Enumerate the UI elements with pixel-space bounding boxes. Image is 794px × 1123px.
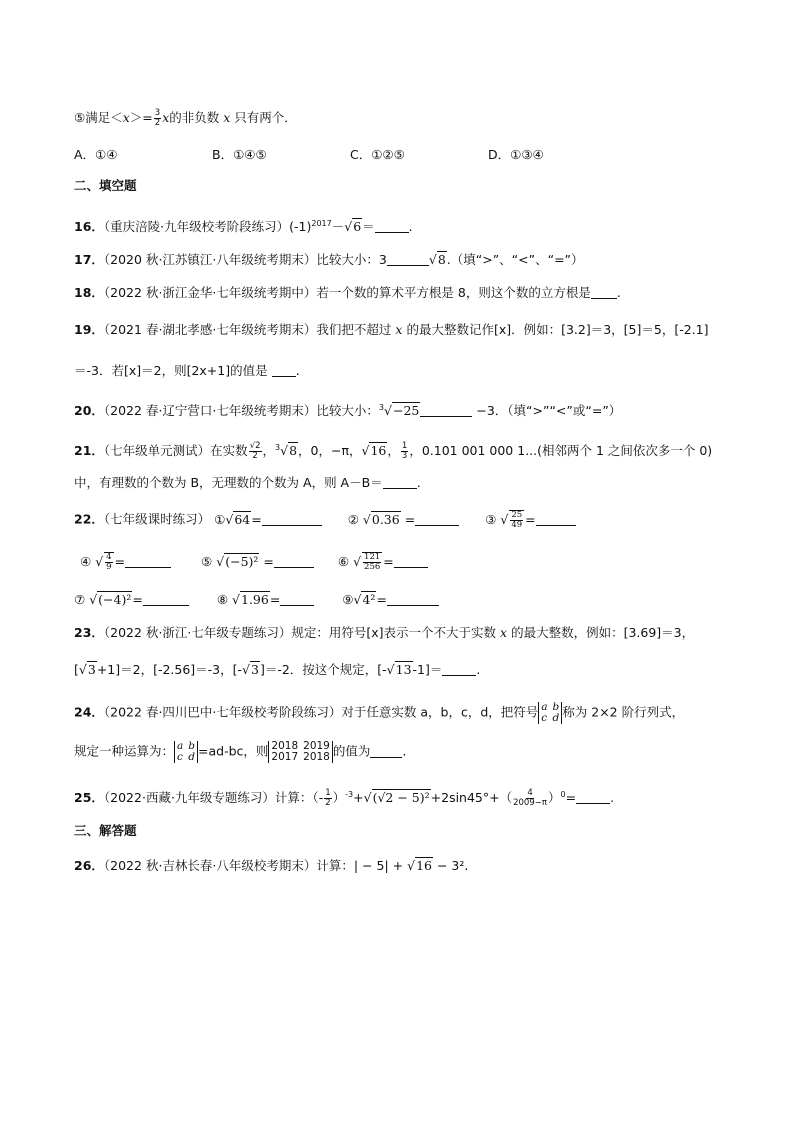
determinant-symbol: a b c d [538, 702, 562, 724]
question-22-row2 [80, 552, 428, 572]
question-23-cont: [√3+1]＝2，[-2.56]＝-3，[-√3]＝-2．按这个规定，[-√13-1]＝ . [74, 662, 481, 677]
question-24: 24．（2022 春·四川巴中·七年级校考阶段练习）对于任意实数 a，b，c，d，把符号 a b c d 称为 2×2 阶行列式， [74, 701, 685, 724]
question-24-cont: 规定一种运算为： a b c d =ad-bc，则 2018 2019 2017 2018 的值为 . [74, 740, 407, 763]
answer-blank[interactable] [383, 476, 417, 489]
question-20: 20．（2022 春·辽宁营口·七年级统考期末）比较大小：$^3$√−25 −3．（填“>”“<”或“=”） [74, 403, 622, 419]
answer-blank[interactable] [370, 745, 402, 758]
answer-blank[interactable] [420, 404, 472, 417]
question-17: 17．（2020 秋·江苏镇江·八年级统考期末）比较大小：3 √8.（填“>”、“<”、“=”） [74, 252, 584, 267]
question-22-row3 [74, 591, 439, 609]
determinant-definition: a b c d [174, 741, 198, 763]
question-16: 16．（重庆涪陵·九年级校考阶段练习）$(-1)^{2017}-√6=$ . [74, 219, 413, 235]
question-19: 19．（2021 春·湖北孝感·七年级统考期末）我们把不超过 x 的最大整数记作[x]．例如：[3.2]＝3，[5]＝5，[-2.1] [74, 322, 709, 337]
q22-item-6: ⑥ √ $\frac{121}{256}$ = [338, 554, 428, 569]
answer-blank[interactable] [387, 593, 439, 606]
q22-item-2: ② √0.36 = [348, 512, 459, 527]
answer-blank[interactable] [262, 513, 322, 526]
q22-item-3: ③ √ $\frac{25}{49}$ = [485, 512, 575, 527]
answer-blank[interactable] [272, 364, 296, 377]
q22-item-7: ⑦ √(−4)²= [74, 592, 189, 607]
question-26: 26．（2022 秋·吉林长春·八年级校考期末）计算：| − 5| + √16 − 3². [74, 858, 469, 873]
question-22: 22．（七年级课时练习） ①√64= ② √0.36 = ③ √ $\frac{25}{49}$ = [74, 510, 576, 530]
determinant-numeric: 2018 2019 2017 2018 [268, 741, 332, 763]
option-b[interactable]: B．①④⑤ [212, 147, 267, 162]
q15-statement-5: ⑤满足＜x＞= $\frac{3}{2}$ x的非负数 x 只有两个． [74, 108, 297, 128]
option-a[interactable]: A．①④ [74, 147, 118, 162]
q22-item-5: ⑤ √(−5)² = [201, 554, 314, 569]
answer-blank[interactable] [576, 791, 610, 804]
answer-blank[interactable] [415, 513, 459, 526]
answer-blank[interactable] [280, 593, 314, 606]
q22-item-4: ④ √ $\frac{4}{9}$ = [80, 554, 171, 569]
q15-options [74, 146, 626, 164]
answer-blank[interactable] [274, 555, 314, 568]
question-23: 23．（2022 秋·浙江·七年级专题练习）规定：用符号[x]表示一个不大于实数 x 的最大整数，例如：[3.69]＝3， [74, 625, 695, 640]
answer-blank[interactable] [536, 513, 576, 526]
answer-blank[interactable] [387, 253, 429, 266]
question-21: 21．（七年级单元测试）在实数 $\frac{√2}{2}$ ，$^3$√8，0，−π，√16， $\frac{1}{3}$ ，0.101 001 000 1...(相邻两个 1 之间依次多一个 0) [74, 441, 713, 462]
section-heading-fill-in: 二、填空题 [74, 178, 137, 193]
option-d[interactable]: D．①③④ [488, 147, 544, 162]
option-c[interactable]: C．①②⑤ [350, 147, 405, 162]
question-18: 18．（2022 秋·浙江金华·七年级统考期中）若一个数的算术平方根是 8，则这个数的立方根是 . [74, 285, 621, 300]
question-19-cont: ＝-3．若[x]＝2，则[2x+1]的值是 . [74, 363, 300, 378]
section-heading-solve: 三、解答题 [74, 823, 137, 838]
answer-blank[interactable] [375, 220, 409, 233]
q22-item-9: ⑨√4²= [342, 592, 439, 607]
answer-blank[interactable] [394, 555, 428, 568]
question-21-cont: 中，有理数的个数为 B，无理数的个数为 A，则 A－B＝ . [74, 475, 421, 490]
answer-blank[interactable] [143, 593, 189, 606]
q22-item-8: ⑧ √1.96= [217, 592, 315, 607]
q22-item-1: ①√64= [214, 512, 322, 527]
answer-blank[interactable] [125, 555, 171, 568]
question-25: 25．（2022·西藏·九年级专题练习）计算：（- $\frac{1}{2}$ ）$^{-3}$+√(√2 − 5)²+2sin45°+（ $\frac{4}{2009-\pi}$ ）$^0$= . [74, 788, 615, 809]
answer-blank[interactable] [591, 286, 617, 299]
answer-blank[interactable] [442, 663, 476, 676]
